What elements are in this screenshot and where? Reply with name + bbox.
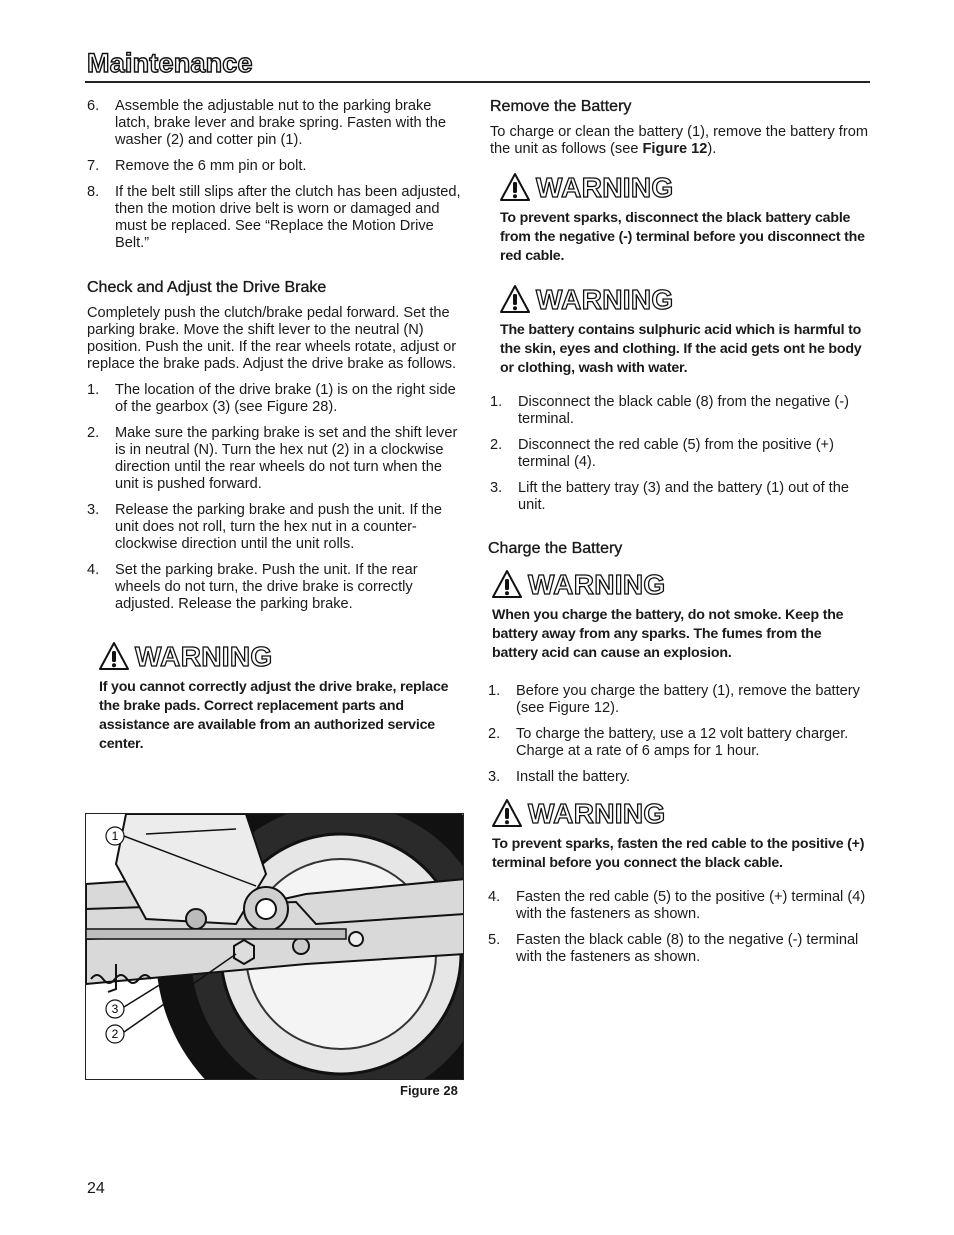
list-item: 1. The location of the drive brake (1) is on the right side of the gearbox (3) (see Figure 28). [87, 382, 456, 415]
warning-title: WARNING [528, 568, 666, 600]
acid-warning [500, 282, 868, 378]
page-header [87, 48, 253, 79]
remove-battery-steps [490, 394, 868, 514]
list-item: 1. Disconnect the black cable (8) from the negative (-) terminal. [490, 394, 849, 427]
warning-triangle-icon [500, 284, 530, 314]
sparks-warning [500, 170, 868, 266]
callout-label-1: 1 [111, 829, 119, 843]
list-item: 2. Make sure the parking brake is set and the shift lever is in neutral (N). Turn the hex nut (2) in a clockwise direction until the rear wheels do not turn when the unit is pushed forward. [87, 425, 458, 492]
warning-header [500, 170, 868, 204]
list-item: 5. Fasten the black cable (8) to the negative (-) terminal with the fasteners as shown. [488, 932, 859, 965]
warning-title: WARNING [135, 640, 273, 672]
remove-battery-intro: To charge or clean the battery (1), remove the battery from the unit as follows (see Figure 12). [490, 124, 868, 157]
list-item: 2. Disconnect the red cable (5) from the positive (+) terminal (4). [490, 437, 834, 470]
warning-title: WARNING [536, 171, 674, 203]
charge-battery-heading: Charge the Battery [488, 540, 623, 557]
warning-text: To prevent sparks, disconnect the black battery cable from the negative (-) terminal before you disconnect the red cable. [500, 210, 865, 264]
drive-brake-steps [87, 382, 465, 613]
remove-battery-heading: Remove the Battery [490, 98, 632, 115]
charging-warning [492, 567, 868, 663]
warning-header [492, 796, 868, 830]
list-item: 6. Assemble the adjustable nut to the parking brake latch, brake lever and brake spring. Fasten with the washer (2) and cotter pin (1). [87, 98, 446, 148]
list-item: 2. To charge the battery, use a 12 volt battery charger. Charge at a rate of 6 amps for 1 hour. [488, 726, 849, 759]
callout-label-3: 3 [111, 1002, 119, 1016]
figure-12-reference: Figure 12 [642, 141, 708, 157]
list-item: 3. Install the battery. [488, 769, 631, 785]
drive-brake-intro: Completely push the clutch/brake pedal forward. Set the parking brake. Move the shift lever to the neutral (N) position. Push the unit. If the rear wheels rotate, adjust or replace the brake pads. Adjust the drive brake as follows. [87, 305, 457, 372]
warning-title: WARNING [528, 797, 666, 829]
connection-warning [492, 796, 868, 873]
drive-brake-heading: Check and Adjust the Drive Brake [87, 279, 327, 296]
warning-text: To prevent sparks, fasten the red cable to the positive (+) terminal before you connect the black cable. [492, 836, 865, 871]
warning-title: WARNING [536, 283, 674, 315]
header-divider [85, 81, 870, 83]
list-item: 3. Release the parking brake and push the unit. If the unit does not roll, turn the hex nut in a counter-clockwise direction until the unit rolls. [87, 502, 442, 552]
figure-28-caption: Figure 28 [400, 1083, 458, 1098]
warning-text: The battery contains sulphuric acid which is harmful to the skin, eyes and clothing. If the acid gets ont he body or clothing, wash with water. [500, 322, 862, 376]
page-title: Maintenance [87, 48, 253, 78]
list-item: 4. Fasten the red cable (5) to the positive (+) terminal (4) with the fasteners as shown. [488, 889, 866, 922]
page-number: 24 [87, 1180, 105, 1197]
warning-header [99, 639, 465, 673]
list-item: 7. Remove the 6 mm pin or bolt. [87, 158, 307, 174]
drive-brake-warning [99, 639, 465, 754]
left-column [87, 98, 465, 754]
drive-brake-illustration [86, 814, 464, 1080]
callout-label-2: 2 [111, 1027, 119, 1041]
warning-triangle-icon [492, 798, 522, 828]
brake-latch-steps [87, 98, 465, 252]
list-item: 3. Lift the battery tray (3) and the battery (1) out of the unit. [490, 480, 849, 513]
figure-28-image [85, 813, 464, 1080]
list-item: 8. If the belt still slips after the clutch has been adjusted, then the motion drive belt is worn or damaged and must be replaced. See “Replace the Motion Drive Belt.” [87, 184, 461, 251]
warning-text: If you cannot correctly adjust the drive brake, replace the brake pads. Correct replacement parts and assistance are available from an authorized service center. [99, 679, 449, 752]
charge-battery-steps [488, 683, 868, 786]
list-item: 1. Before you charge the battery (1), remove the battery (see Figure 12). [488, 683, 860, 716]
list-item: 4. Set the parking brake. Push the unit. If the rear wheels do not turn, the drive brake is correctly adjusted. Release the parking brake. [87, 562, 418, 612]
warning-text: When you charge the battery, do not smoke. Keep the battery away from any sparks. The fumes from the battery acid can cause an explosion. [492, 607, 844, 661]
warning-triangle-icon [492, 569, 522, 599]
right-column [488, 98, 868, 975]
warning-triangle-icon [99, 641, 129, 671]
connect-battery-steps [488, 889, 868, 966]
warning-triangle-icon [500, 172, 530, 202]
warning-header [492, 567, 868, 601]
warning-header [500, 282, 868, 316]
